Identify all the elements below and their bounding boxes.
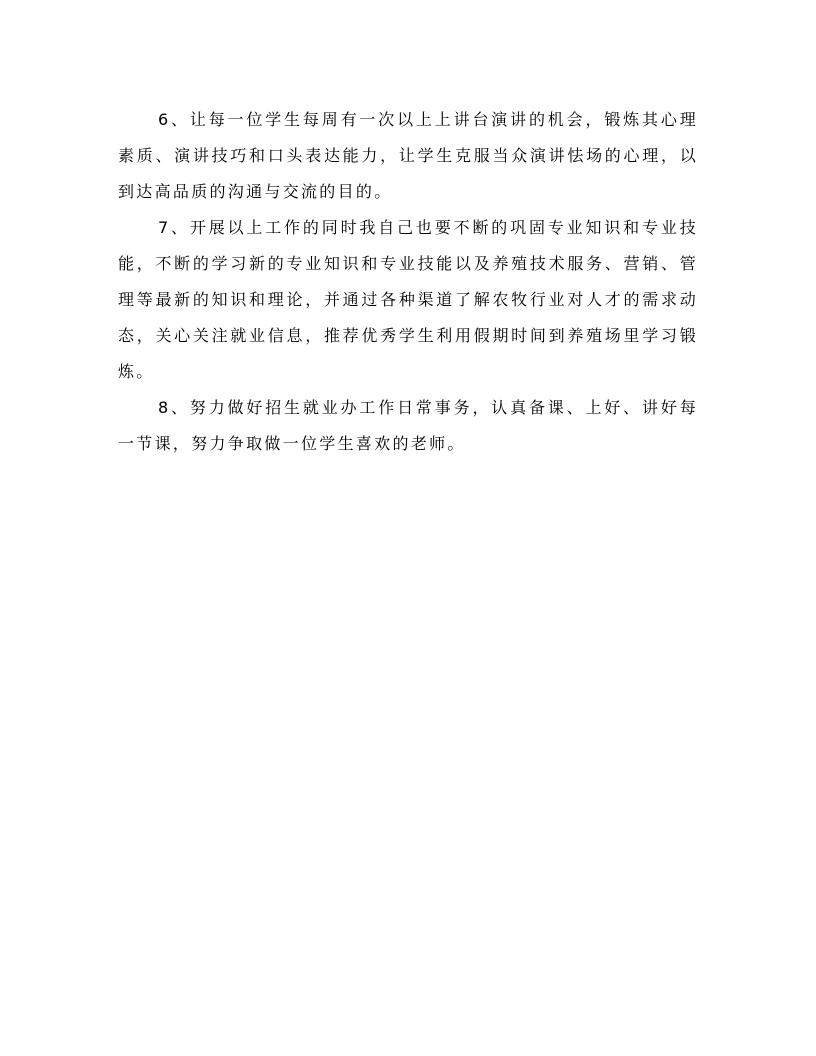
document-body <box>118 102 698 462</box>
paragraph-item-6: 6、让每一位学生每周有一次以上上讲台演讲的机会，锻炼其心理素质、演讲技巧和口头表达能力，让学生克服当众演讲怯场的心理，以到达高品质的沟通与交流的目的。 <box>118 110 698 201</box>
paragraph-item-8: 8、努力做好招生就业办工作日常事务，认真备课、上好、讲好每一节课，努力争取做一位学生喜欢的老师。 <box>118 398 698 453</box>
paragraph-item-7: 7、开展以上工作的同时我自己也要不断的巩固专业知识和专业技能，不断的学习新的专业知识和专业技能以及养殖技术服务、营销、管理等最新的知识和理论，并通过各种渠道了解农牧行业对人才的需求动态，关心关注就业信息，推荐优秀学生利用假期时间到养殖场里学习锻炼。 <box>118 218 698 381</box>
